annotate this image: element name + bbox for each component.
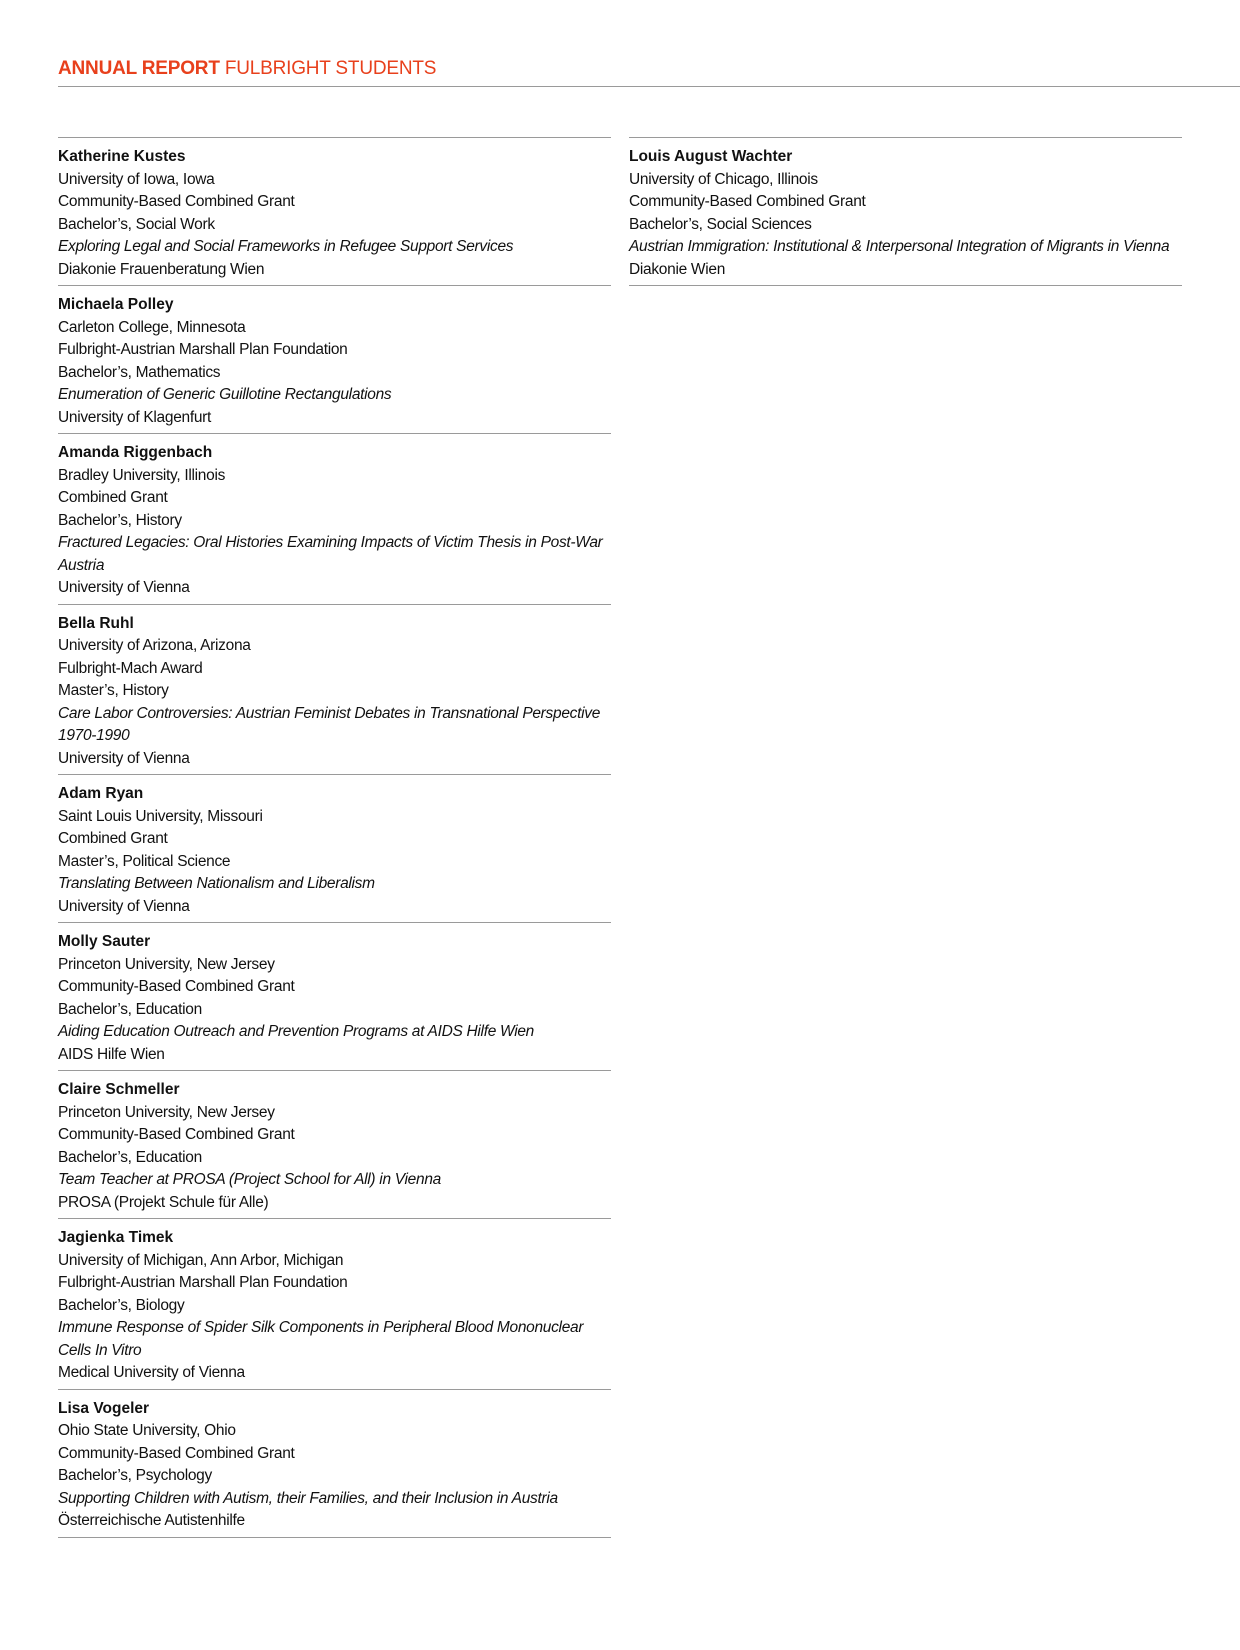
student-university: University of Chicago, Illinois — [629, 170, 818, 188]
student-grant: Community-Based Combined Grant — [58, 193, 295, 210]
student-name: Amanda Riggenbach — [58, 444, 213, 461]
student-degree: Bachelor’s, Psychology — [58, 1467, 212, 1484]
student-grant: Fulbright-Austrian Marshall Plan Foundation — [58, 341, 348, 358]
student-entry — [58, 1070, 611, 1218]
student-project: Aiding Education Outreach and Prevention Programs at AIDS Hilfe Wien — [58, 1023, 535, 1040]
student-degree: Bachelor’s, Social Sciences — [629, 215, 812, 233]
student-host: University of Vienna — [58, 749, 190, 767]
student-entry — [58, 1389, 611, 1538]
student-project: Translating Between Nationalism and Liberalism — [58, 875, 375, 892]
student-host: PROSA (Projekt Schule für Alle) — [58, 1193, 269, 1211]
student-entry — [58, 1218, 611, 1389]
student-university: Carleton College, Minnesota — [58, 318, 246, 336]
student-name: Michaela Polley — [58, 296, 174, 313]
student-degree: Bachelor’s, History — [58, 511, 182, 529]
student-degree: Master’s, Political Science — [58, 852, 231, 870]
student-name: Lisa Vogeler — [58, 1399, 150, 1417]
student-degree: Bachelor’s, Mathematics — [58, 363, 221, 381]
student-degree: Master’s, History — [58, 682, 169, 699]
student-grant: Community-Based Combined Grant — [58, 1444, 295, 1462]
student-host: University of Vienna — [58, 579, 190, 596]
student-university: University of Iowa, Iowa — [58, 170, 215, 188]
student-host: AIDS Hilfe Wien — [58, 1045, 165, 1063]
header-title-bold: ANNUAL REPORT — [58, 58, 220, 79]
student-degree: Bachelor’s, Social Work — [58, 215, 215, 233]
student-university: Princeton University, New Jersey — [58, 1103, 275, 1121]
student-project: Immune Response of Spider Silk Components in Peripheral Blood Mononuclear Cells In Vitro — [58, 1319, 584, 1359]
student-host: Diakonie Wien — [629, 260, 726, 278]
student-entry — [58, 922, 611, 1070]
student-host: University of Klagenfurt — [58, 408, 212, 426]
student-host: University of Vienna — [58, 897, 190, 915]
student-university: Bradley University, Illinois — [58, 466, 226, 484]
student-entry — [58, 604, 611, 775]
student-entry — [58, 774, 611, 922]
student-project: Fractured Legacies: Oral Histories Examining Impacts of Victim Thesis in Post-War Austria — [58, 534, 603, 574]
student-name: Molly Sauter — [58, 933, 151, 950]
student-university: Saint Louis University, Missouri — [58, 807, 263, 825]
student-name: Louis August Wachter — [629, 148, 793, 165]
student-project: Care Labor Controversies: Austrian Feminist Debates in Transnational Perspective 1970-1990 — [58, 704, 601, 744]
student-degree: Bachelor’s, Education — [58, 1000, 202, 1018]
right-column — [629, 137, 1182, 286]
student-entry — [58, 285, 611, 433]
student-grant: Combined Grant — [58, 830, 168, 847]
student-grant: Fulbright-Austrian Marshall Plan Foundation — [58, 1274, 348, 1291]
student-grant: Community-Based Combined Grant — [58, 978, 295, 995]
student-project: Austrian Immigration: Institutional & Interpersonal Integration of Migrants in Vienna — [629, 238, 1170, 255]
student-project: Exploring Legal and Social Frameworks in Refugee Support Services — [58, 238, 514, 255]
student-name: Jagienka Timek — [58, 1229, 174, 1246]
student-grant: Community-Based Combined Grant — [629, 193, 866, 210]
student-entry — [58, 137, 611, 285]
student-grant: Fulbright-Mach Award — [58, 659, 203, 677]
student-host: Österreichische Autistenhilfe — [58, 1512, 245, 1529]
student-name: Claire Schmeller — [58, 1081, 180, 1098]
student-grant: Community-Based Combined Grant — [58, 1126, 295, 1143]
student-degree: Bachelor’s, Education — [58, 1148, 202, 1166]
student-name: Adam Ryan — [58, 785, 144, 802]
student-entry — [629, 137, 1182, 286]
student-entry — [58, 433, 611, 604]
student-name: Katherine Kustes — [58, 148, 186, 165]
student-university: Ohio State University, Ohio — [58, 1422, 236, 1439]
left-column — [58, 137, 611, 1538]
student-project: Supporting Children with Autism, their Families, and their Inclusion in Austria — [58, 1489, 558, 1507]
student-project: Enumeration of Generic Guillotine Rectangulations — [58, 386, 392, 403]
student-host: Diakonie Frauenberatung Wien — [58, 260, 265, 278]
header-divider — [58, 86, 1240, 87]
student-university: University of Arizona, Arizona — [58, 637, 251, 654]
page-header — [58, 58, 436, 80]
student-grant: Combined Grant — [58, 489, 168, 506]
student-name: Bella Ruhl — [58, 614, 134, 632]
student-host: Medical University of Vienna — [58, 1364, 245, 1381]
student-degree: Bachelor’s, Biology — [58, 1296, 185, 1314]
header-title-section: FULBRIGHT STUDENTS — [224, 58, 437, 79]
student-university: University of Michigan, Ann Arbor, Michigan — [58, 1251, 344, 1269]
student-university: Princeton University, New Jersey — [58, 955, 275, 973]
student-project: Team Teacher at PROSA (Project School for All) in Vienna — [58, 1171, 441, 1188]
